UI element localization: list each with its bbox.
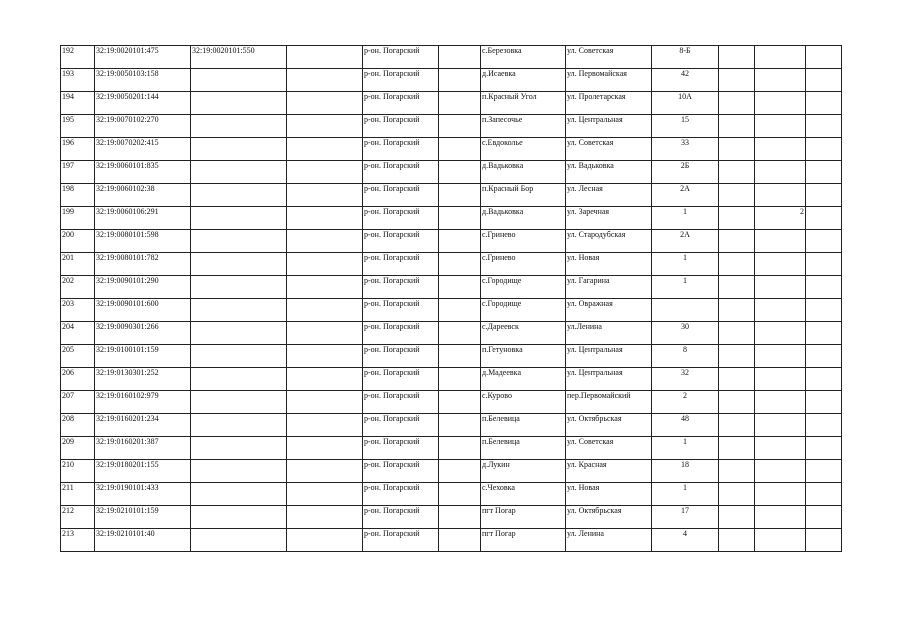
district-cell: р-он. Погарский [363,483,439,506]
empty-cell [439,207,481,230]
street-cell: ул. Пролетарская [566,92,652,115]
cadastral-number-cell: 32:19:0090101:600 [95,299,191,322]
table-row [61,184,842,207]
empty-cell [806,506,842,529]
extra-value-cell [755,460,806,483]
empty-cell [719,368,755,391]
empty-cell [287,529,363,552]
related-cadastral-number-cell [191,529,287,552]
district-cell: р-он. Погарский [363,230,439,253]
empty-cell [806,483,842,506]
settlement-cell: д.Вадьковка [481,161,566,184]
house-number-cell: 1 [652,437,719,460]
settlement-cell: д.Мадеевка [481,368,566,391]
settlement-cell: с.Курово [481,391,566,414]
house-number-cell: 2А [652,230,719,253]
empty-cell [806,391,842,414]
cadastral-number-cell: 32:19:0060101:835 [95,161,191,184]
extra-value-cell [755,414,806,437]
extra-value-cell [755,253,806,276]
settlement-cell: п.Белевица [481,414,566,437]
empty-cell [719,184,755,207]
house-number-cell: 48 [652,414,719,437]
district-cell: р-он. Погарский [363,299,439,322]
district-cell: р-он. Погарский [363,437,439,460]
district-cell: р-он. Погарский [363,460,439,483]
district-cell: р-он. Погарский [363,184,439,207]
empty-cell [439,529,481,552]
related-cadastral-number-cell [191,437,287,460]
table-row [61,207,842,230]
empty-cell [439,161,481,184]
street-cell: ул. Заречная [566,207,652,230]
street-cell: ул. Октябрьская [566,414,652,437]
house-number-cell: 33 [652,138,719,161]
empty-cell [806,138,842,161]
related-cadastral-number-cell [191,414,287,437]
empty-cell [806,253,842,276]
empty-cell [806,529,842,552]
cadastral-number-cell: 32:19:0190101:433 [95,483,191,506]
related-cadastral-number-cell [191,253,287,276]
table-row [61,253,842,276]
district-cell: р-он. Погарский [363,529,439,552]
street-cell: ул. Новая [566,483,652,506]
row-number-cell: 207 [61,391,95,414]
empty-cell [719,115,755,138]
house-number-cell: 4 [652,529,719,552]
related-cadastral-number-cell [191,184,287,207]
empty-cell [806,460,842,483]
row-number-cell: 202 [61,276,95,299]
empty-cell [439,414,481,437]
extra-value-cell [755,92,806,115]
empty-cell [439,46,481,69]
empty-cell [806,184,842,207]
extra-value-cell: 2 [755,207,806,230]
street-cell: ул. Новая [566,253,652,276]
cadastral-number-cell: 32:19:0180201:155 [95,460,191,483]
street-cell: пер.Первомайский [566,391,652,414]
house-number-cell: 1 [652,483,719,506]
cadastral-number-cell: 32:19:0070202:415 [95,138,191,161]
empty-cell [719,437,755,460]
extra-value-cell [755,437,806,460]
empty-cell [806,161,842,184]
empty-cell [439,230,481,253]
table-row [61,92,842,115]
cadastral-number-cell: 32:19:0100101:159 [95,345,191,368]
settlement-cell: с.Городище [481,299,566,322]
empty-cell [719,230,755,253]
row-number-cell: 197 [61,161,95,184]
house-number-cell: 2Б [652,161,719,184]
empty-cell [719,46,755,69]
related-cadastral-number-cell [191,460,287,483]
empty-cell [439,368,481,391]
cadastral-number-cell: 32:19:0060102:38 [95,184,191,207]
empty-cell [806,437,842,460]
district-cell: р-он. Погарский [363,46,439,69]
empty-cell [719,253,755,276]
empty-cell [287,207,363,230]
extra-value-cell [755,230,806,253]
related-cadastral-number-cell [191,506,287,529]
district-cell: р-он. Погарский [363,506,439,529]
settlement-cell: с.Чеховка [481,483,566,506]
empty-cell [287,322,363,345]
house-number-cell: 8 [652,345,719,368]
table-row [61,138,842,161]
settlement-cell: п.Белевица [481,437,566,460]
row-number-cell: 211 [61,483,95,506]
district-cell: р-он. Погарский [363,322,439,345]
cadastral-number-cell: 32:19:0160201:234 [95,414,191,437]
row-number-cell: 194 [61,92,95,115]
house-number-cell: 15 [652,115,719,138]
street-cell: ул.Ленина [566,322,652,345]
related-cadastral-number-cell [191,368,287,391]
extra-value-cell [755,184,806,207]
table-row [61,529,842,552]
table-row [61,322,842,345]
property-register-table [60,45,842,552]
empty-cell [806,207,842,230]
district-cell: р-он. Погарский [363,138,439,161]
settlement-cell: д.Вадьковка [481,207,566,230]
empty-cell [287,391,363,414]
empty-cell [287,483,363,506]
table-row [61,345,842,368]
street-cell: ул. Лесная [566,184,652,207]
cadastral-number-cell: 32:19:0080101:598 [95,230,191,253]
empty-cell [806,92,842,115]
row-number-cell: 195 [61,115,95,138]
district-cell: р-он. Погарский [363,391,439,414]
settlement-cell: п.Красный Угол [481,92,566,115]
settlement-cell: с.Дареевск [481,322,566,345]
empty-cell [439,69,481,92]
related-cadastral-number-cell [191,276,287,299]
district-cell: р-он. Погарский [363,69,439,92]
table-row [61,161,842,184]
row-number-cell: 199 [61,207,95,230]
empty-cell [287,253,363,276]
row-number-cell: 206 [61,368,95,391]
extra-value-cell [755,345,806,368]
empty-cell [287,276,363,299]
empty-cell [439,92,481,115]
table-row [61,506,842,529]
row-number-cell: 212 [61,506,95,529]
house-number-cell: 10А [652,92,719,115]
district-cell: р-он. Погарский [363,92,439,115]
related-cadastral-number-cell [191,483,287,506]
empty-cell [806,299,842,322]
extra-value-cell [755,276,806,299]
empty-cell [806,414,842,437]
cadastral-number-cell: 32:19:0070102:270 [95,115,191,138]
cadastral-number-cell: 32:19:0210101:40 [95,529,191,552]
street-cell: ул. Октябрьская [566,506,652,529]
row-number-cell: 204 [61,322,95,345]
empty-cell [287,161,363,184]
house-number-cell: 1 [652,253,719,276]
empty-cell [719,138,755,161]
empty-cell [439,322,481,345]
empty-cell [719,322,755,345]
empty-cell [806,276,842,299]
related-cadastral-number-cell [191,115,287,138]
related-cadastral-number-cell [191,322,287,345]
empty-cell [719,299,755,322]
street-cell: ул. Центральная [566,345,652,368]
table-row [61,276,842,299]
extra-value-cell [755,46,806,69]
row-number-cell: 209 [61,437,95,460]
empty-cell [806,230,842,253]
empty-cell [719,92,755,115]
house-number-cell: 2 [652,391,719,414]
table-row [61,299,842,322]
cadastral-number-cell: 32:19:0020101:475 [95,46,191,69]
row-number-cell: 196 [61,138,95,161]
district-cell: р-он. Погарский [363,207,439,230]
district-cell: р-он. Погарский [363,345,439,368]
row-number-cell: 205 [61,345,95,368]
empty-cell [719,276,755,299]
empty-cell [439,115,481,138]
house-number-cell [652,299,719,322]
table-row [61,483,842,506]
cadastral-number-cell: 32:19:0080101:782 [95,253,191,276]
district-cell: р-он. Погарский [363,414,439,437]
related-cadastral-number-cell [191,345,287,368]
house-number-cell: 42 [652,69,719,92]
empty-cell [719,69,755,92]
district-cell: р-он. Погарский [363,368,439,391]
cadastral-number-cell: 32:19:0090301:266 [95,322,191,345]
district-cell: р-он. Погарский [363,253,439,276]
empty-cell [287,506,363,529]
cadastral-number-cell: 32:19:0130301:252 [95,368,191,391]
settlement-cell: с.Гринево [481,230,566,253]
empty-cell [719,483,755,506]
empty-cell [287,46,363,69]
empty-cell [439,253,481,276]
row-number-cell: 208 [61,414,95,437]
related-cadastral-number-cell [191,207,287,230]
extra-value-cell [755,483,806,506]
row-number-cell: 198 [61,184,95,207]
street-cell: ул. Центральная [566,115,652,138]
table-row [61,230,842,253]
empty-cell [439,483,481,506]
document-page [60,45,842,552]
settlement-cell: с.Городище [481,276,566,299]
empty-cell [439,460,481,483]
empty-cell [719,414,755,437]
extra-value-cell [755,391,806,414]
street-cell: ул. Советская [566,138,652,161]
row-number-cell: 192 [61,46,95,69]
table-row [61,46,842,69]
row-number-cell: 200 [61,230,95,253]
district-cell: р-он. Погарский [363,161,439,184]
empty-cell [719,529,755,552]
related-cadastral-number-cell [191,299,287,322]
street-cell: ул. Ленина [566,529,652,552]
extra-value-cell [755,161,806,184]
street-cell: ул. Гагарина [566,276,652,299]
row-number-cell: 213 [61,529,95,552]
extra-value-cell [755,69,806,92]
related-cadastral-number-cell [191,230,287,253]
cadastral-number-cell: 32:19:0050201:144 [95,92,191,115]
row-number-cell: 201 [61,253,95,276]
row-number-cell: 210 [61,460,95,483]
empty-cell [806,345,842,368]
empty-cell [719,391,755,414]
settlement-cell: п.Красный Бор [481,184,566,207]
empty-cell [439,299,481,322]
extra-value-cell [755,115,806,138]
row-number-cell: 193 [61,69,95,92]
related-cadastral-number-cell: 32:19:0020101:550 [191,46,287,69]
street-cell: ул. Советская [566,46,652,69]
empty-cell [287,368,363,391]
empty-cell [287,138,363,161]
empty-cell [287,184,363,207]
settlement-cell: п.Гетуновка [481,345,566,368]
empty-cell [287,230,363,253]
table-body [61,46,842,552]
empty-cell [287,299,363,322]
house-number-cell: 18 [652,460,719,483]
street-cell: ул. Первомайская [566,69,652,92]
table-row [61,414,842,437]
street-cell: ул. Стародубская [566,230,652,253]
empty-cell [719,207,755,230]
empty-cell [806,115,842,138]
related-cadastral-number-cell [191,161,287,184]
empty-cell [287,460,363,483]
house-number-cell: 8-Б [652,46,719,69]
cadastral-number-cell: 32:19:0090101:290 [95,276,191,299]
cadastral-number-cell: 32:19:0160102:979 [95,391,191,414]
table-row [61,115,842,138]
cadastral-number-cell: 32:19:0210101:159 [95,506,191,529]
empty-cell [287,345,363,368]
empty-cell [287,69,363,92]
empty-cell [439,391,481,414]
empty-cell [806,368,842,391]
house-number-cell: 1 [652,207,719,230]
table-row [61,391,842,414]
street-cell: ул. Центральная [566,368,652,391]
related-cadastral-number-cell [191,69,287,92]
related-cadastral-number-cell [191,391,287,414]
related-cadastral-number-cell [191,92,287,115]
cadastral-number-cell: 32:19:0160201:387 [95,437,191,460]
empty-cell [439,506,481,529]
settlement-cell: с.Евдоколье [481,138,566,161]
related-cadastral-number-cell [191,138,287,161]
empty-cell [439,345,481,368]
extra-value-cell [755,299,806,322]
house-number-cell: 32 [652,368,719,391]
table-row [61,368,842,391]
extra-value-cell [755,322,806,345]
settlement-cell: д.Лукин [481,460,566,483]
table-row [61,69,842,92]
table-row [61,460,842,483]
empty-cell [719,345,755,368]
extra-value-cell [755,529,806,552]
cadastral-number-cell: 32:19:0060106:291 [95,207,191,230]
empty-cell [719,460,755,483]
house-number-cell: 1 [652,276,719,299]
extra-value-cell [755,368,806,391]
settlement-cell: д.Исаевка [481,69,566,92]
empty-cell [806,322,842,345]
settlement-cell: пгт Погар [481,529,566,552]
empty-cell [439,138,481,161]
settlement-cell: пгт Погар [481,506,566,529]
street-cell: ул. Овражная [566,299,652,322]
settlement-cell: п.Запесочье [481,115,566,138]
cadastral-number-cell: 32:19:0050103:158 [95,69,191,92]
empty-cell [287,115,363,138]
district-cell: р-он. Погарский [363,276,439,299]
district-cell: р-он. Погарский [363,115,439,138]
extra-value-cell [755,506,806,529]
empty-cell [287,437,363,460]
street-cell: ул. Красная [566,460,652,483]
house-number-cell: 17 [652,506,719,529]
street-cell: ул. Советская [566,437,652,460]
empty-cell [439,276,481,299]
empty-cell [439,437,481,460]
house-number-cell: 2А [652,184,719,207]
empty-cell [806,69,842,92]
house-number-cell: 30 [652,322,719,345]
empty-cell [806,46,842,69]
empty-cell [287,92,363,115]
empty-cell [287,414,363,437]
settlement-cell: с.Березовка [481,46,566,69]
empty-cell [719,506,755,529]
street-cell: ул. Вадьковка [566,161,652,184]
empty-cell [439,184,481,207]
extra-value-cell [755,138,806,161]
empty-cell [719,161,755,184]
table-row [61,437,842,460]
row-number-cell: 203 [61,299,95,322]
settlement-cell: с.Гринево [481,253,566,276]
